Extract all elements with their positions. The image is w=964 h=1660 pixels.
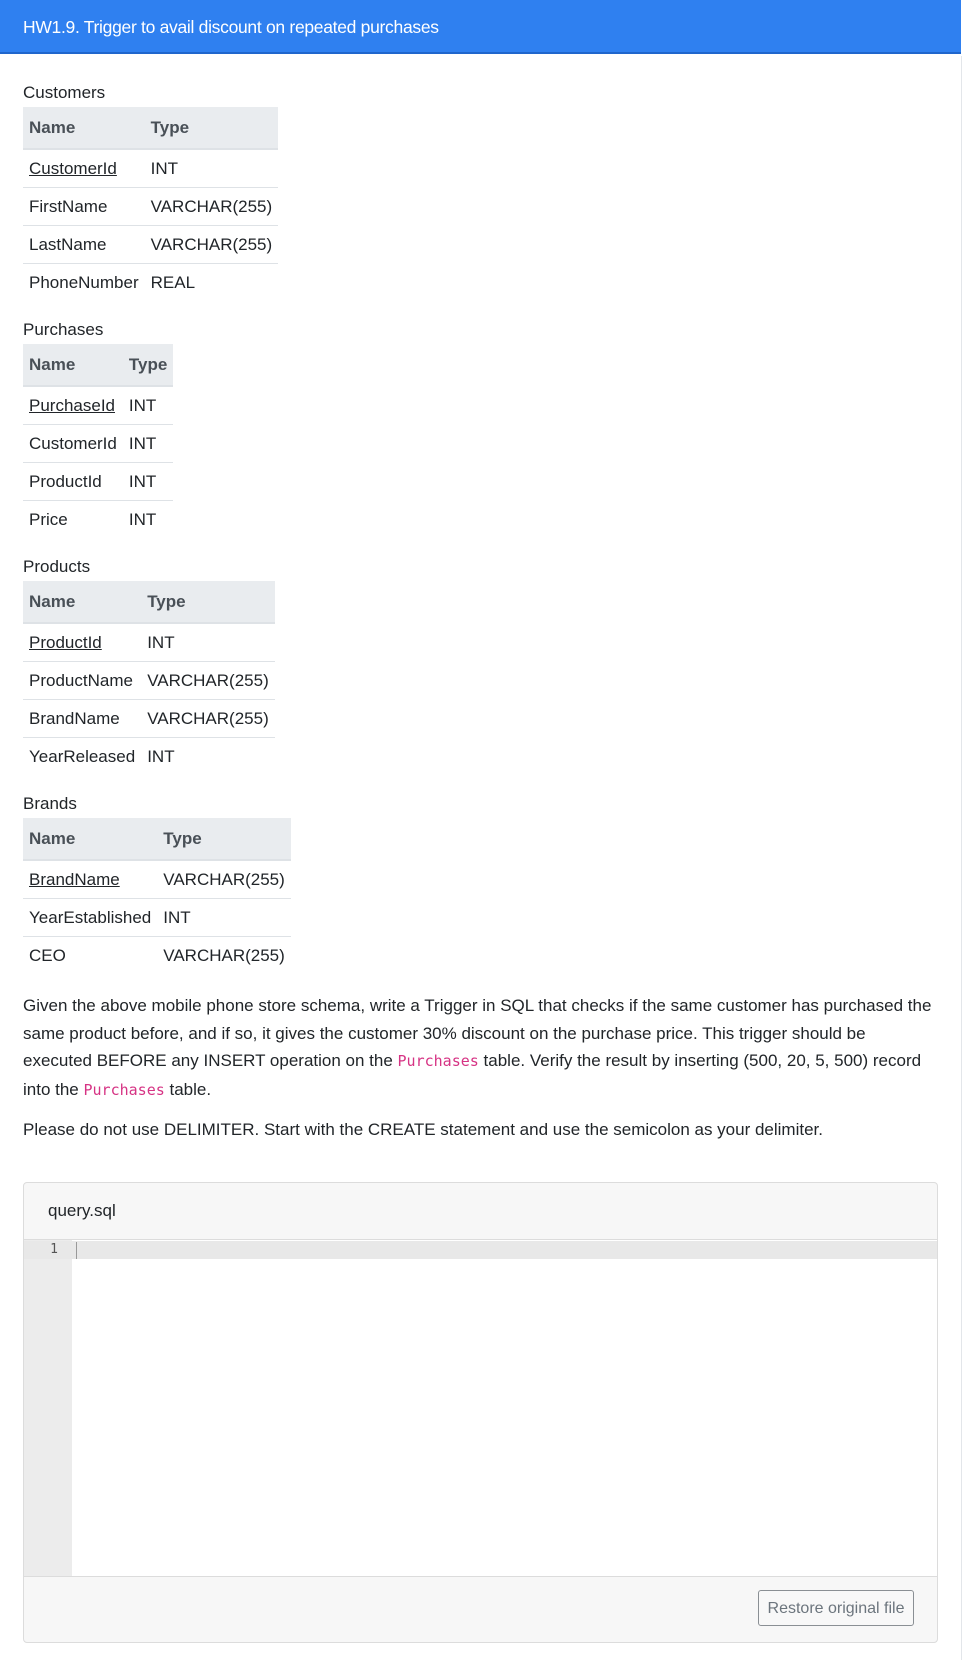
- field-name: [23, 899, 157, 937]
- column-header-name: Name: [23, 107, 145, 149]
- field-name-text: ProductId: [29, 471, 102, 491]
- table-row: [23, 738, 275, 776]
- field-name: [23, 425, 123, 463]
- text-cursor: [76, 1242, 77, 1259]
- question-text-part: Given the above mobile phone store schema, write a Trigger in SQL that checks if the same customer has purchased the same product before, and if so, it gives the customer 30% discount on the purchase price. This trigger should be executed BEFORE any INSERT operation on the: [23, 996, 932, 1071]
- column-header-type: Type: [141, 581, 275, 623]
- field-type: INT: [147, 746, 175, 766]
- schema-table-purchases: [23, 344, 173, 538]
- code-editor[interactable]: [24, 1240, 937, 1577]
- column-header-name: Name: [23, 818, 157, 860]
- field-name: [23, 700, 141, 738]
- field-name-text: LastName: [29, 234, 107, 254]
- table-row: [23, 937, 291, 975]
- question-text-part: table.: [164, 1079, 212, 1099]
- field-type: VARCHAR(255): [141, 700, 275, 738]
- field-name-text: PhoneNumber: [29, 272, 139, 292]
- table-row: [23, 700, 275, 738]
- field-type: INT: [123, 425, 173, 463]
- table-row: [23, 264, 278, 302]
- field-name-text: BrandName: [29, 708, 120, 728]
- table-row: [23, 149, 278, 188]
- table-row: [23, 899, 291, 937]
- table-row: [23, 501, 173, 539]
- column-header-type: Type: [145, 107, 279, 149]
- field-name: [23, 860, 157, 899]
- question-text-part: table. Verify the result by inserting (500, 20, 5, 500) record into the: [23, 1051, 922, 1099]
- field-name: [23, 463, 123, 501]
- field-type: REAL: [150, 272, 196, 292]
- field-type: VARCHAR(255): [157, 860, 291, 899]
- field-name: [23, 937, 157, 975]
- field-type: INT: [128, 509, 157, 529]
- field-name: [23, 188, 145, 226]
- table-title: Brands: [23, 794, 77, 813]
- schema-table-brands: [23, 818, 291, 974]
- delimiter-note: Please do not use DELIMITER. Start with the CREATE statement and use the semicolon as your delimiter.: [23, 1120, 823, 1140]
- table-row: [23, 623, 275, 662]
- line-gutter: [24, 1240, 72, 1577]
- table-title: Purchases: [23, 320, 104, 339]
- table-header-row: [23, 581, 275, 623]
- field-type: VARCHAR(255): [163, 945, 285, 965]
- table-row: [23, 860, 291, 899]
- table-header-row: [23, 818, 291, 860]
- primary-key-name: PurchaseId: [29, 395, 115, 415]
- table-row: [23, 463, 173, 501]
- table-row: [23, 425, 173, 463]
- field-name: [23, 623, 141, 662]
- field-name-text: Price: [29, 509, 68, 529]
- table-row: [23, 386, 173, 425]
- schema-table-customers: [23, 107, 278, 301]
- field-type: VARCHAR(255): [145, 188, 279, 226]
- primary-key-name: CustomerId: [29, 158, 117, 178]
- editor-filename: query.sql: [24, 1183, 937, 1240]
- field-name-text: CEO: [29, 945, 66, 965]
- field-name: [23, 264, 145, 302]
- table-header-row: [23, 107, 278, 149]
- line-number: 1: [50, 1242, 58, 1257]
- field-name-text: YearEstablished: [29, 907, 152, 927]
- field-name: [23, 386, 123, 425]
- column-header-type: Type: [157, 818, 291, 860]
- question-title-bar: [0, 0, 961, 54]
- field-name-text: YearReleased: [29, 746, 136, 766]
- table-title: Customers: [23, 83, 106, 102]
- field-name-text: FirstName: [29, 196, 108, 216]
- code-editor-card: [23, 1182, 938, 1643]
- restore-original-file-button[interactable]: Restore original file: [758, 1590, 914, 1626]
- column-header-type: Type: [123, 344, 173, 386]
- field-type: INT: [141, 623, 275, 662]
- field-name-text: ProductName: [29, 670, 133, 690]
- table-title: Products: [23, 557, 91, 576]
- table-row: [23, 226, 278, 264]
- question-body: [23, 82, 938, 1156]
- column-header-name: Name: [23, 581, 141, 623]
- field-type: INT: [123, 463, 173, 501]
- active-line: [24, 1241, 937, 1259]
- question-text: [23, 992, 938, 1104]
- field-name-text: CustomerId: [29, 433, 117, 453]
- field-type: INT: [157, 899, 291, 937]
- field-type: VARCHAR(255): [145, 226, 279, 264]
- primary-key-name: ProductId: [29, 632, 102, 652]
- field-name: [23, 226, 145, 264]
- field-type: INT: [123, 386, 173, 425]
- field-name: [23, 662, 141, 700]
- schema-table-products: [23, 581, 275, 775]
- column-header-name: Name: [23, 344, 123, 386]
- table-row: [23, 662, 275, 700]
- panel-border: [961, 56, 962, 1660]
- field-name: [23, 501, 123, 539]
- table-header-row: [23, 344, 173, 386]
- question-title: HW1.9. Trigger to avail discount on repeated purchases: [23, 17, 439, 37]
- field-type: INT: [145, 149, 279, 188]
- field-name: [23, 149, 145, 188]
- table-row: [23, 188, 278, 226]
- primary-key-name: BrandName: [29, 869, 120, 889]
- field-name: [23, 738, 141, 776]
- field-type: VARCHAR(255): [141, 662, 275, 700]
- editor-footer: [24, 1576, 937, 1642]
- schema-tables: [23, 82, 938, 974]
- code-purchases: Purchases: [397, 1052, 479, 1071]
- code-purchases: Purchases: [83, 1080, 165, 1099]
